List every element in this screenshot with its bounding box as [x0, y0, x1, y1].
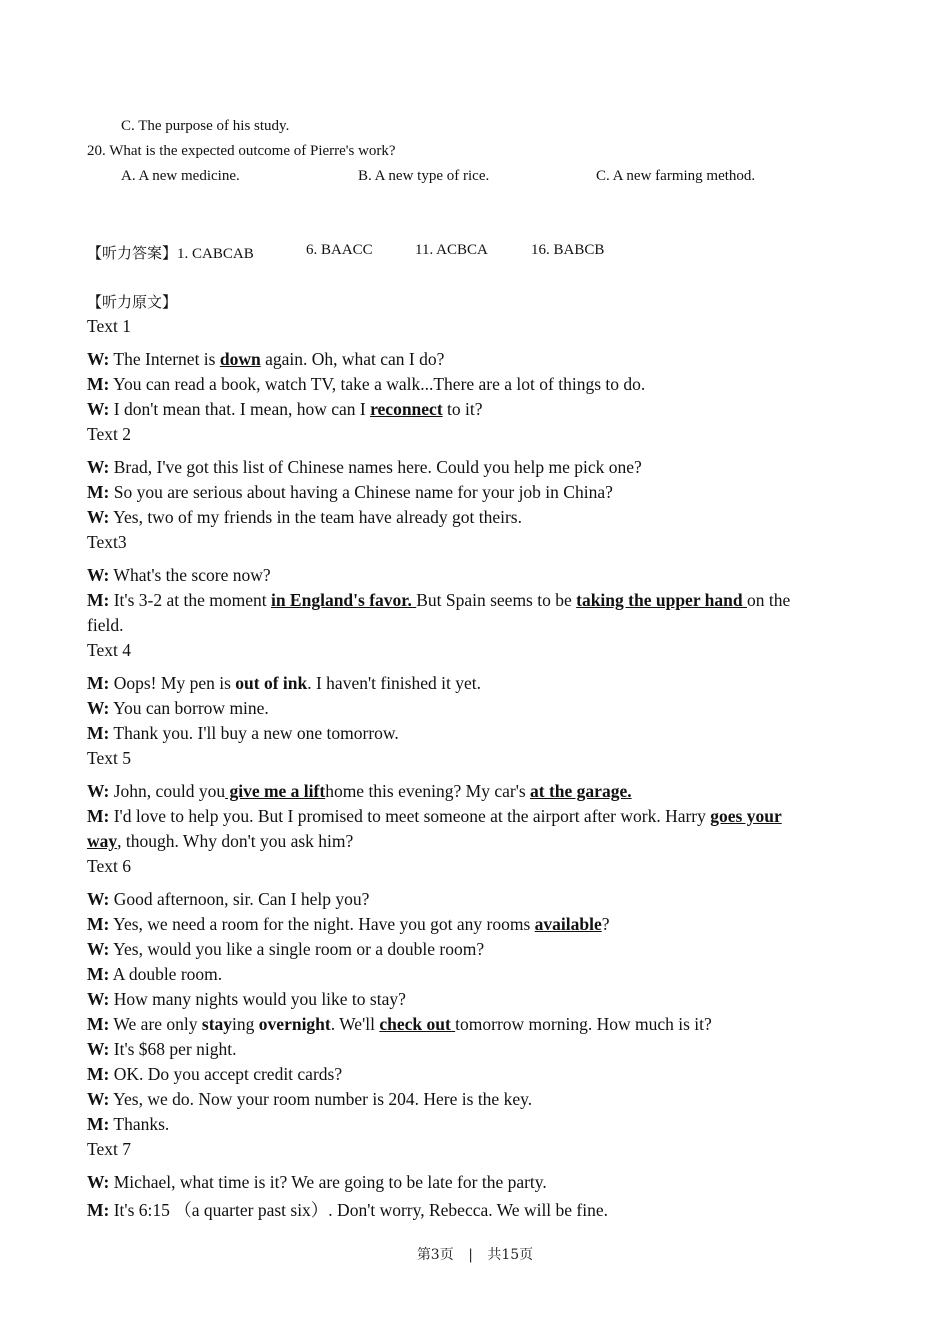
speaker-label: M:: [87, 590, 110, 610]
q20-option-b: B. A new type of rice.: [358, 168, 490, 184]
dialogue-line: [87, 1114, 169, 1135]
key-phrase: way: [87, 831, 118, 851]
line-text: It's 6:15 （a quarter past six）. Don't worry, Rebecca. We will be fine.: [109, 1200, 609, 1220]
answer-group: 6. BAACC: [306, 242, 373, 258]
line-text: ?: [601, 914, 610, 934]
line-text: Yes, would you like a single room or a double room?: [109, 939, 485, 959]
speaker-label: W:: [87, 698, 110, 718]
speaker-label: W:: [87, 565, 110, 585]
dialogue-line: [87, 939, 484, 960]
speaker-label: M:: [87, 723, 110, 743]
line-text: Brad, I've got this list of Chinese names here. Could you help me pick one?: [109, 457, 642, 477]
q20-option-c: C. A new farming method.: [596, 168, 756, 184]
line-text: I don't mean that. I mean, how can I: [109, 399, 371, 419]
speaker-label: M:: [87, 1064, 110, 1084]
dialogue-line: [87, 781, 632, 802]
line-text: What's the score now?: [109, 565, 271, 585]
dialogue-line: [87, 399, 483, 420]
speaker-label: W:: [87, 399, 110, 419]
q19-option-c: C. The purpose of his study.: [121, 118, 290, 134]
dialogue-line: [87, 349, 444, 370]
dialogue-line: [87, 482, 613, 503]
dialogue-line: [87, 457, 642, 478]
speaker-label: M:: [87, 482, 110, 502]
line-text: Good afternoon, sir. Can I help you?: [109, 889, 370, 909]
text-title: Text 5: [87, 748, 131, 768]
speaker-label: M:: [87, 374, 110, 394]
dialogue-line: [87, 507, 522, 528]
text-title: Text 4: [87, 640, 131, 660]
key-phrase: out of ink: [235, 673, 308, 693]
line-text: Oops! My pen is: [109, 673, 236, 693]
dialogue-line: [87, 806, 782, 827]
line-text: John, could you: [109, 781, 226, 801]
text-title: Text3: [87, 532, 127, 552]
line-text: You can borrow mine.: [109, 698, 269, 718]
dialogue-line: [87, 964, 222, 985]
speaker-label: W:: [87, 1039, 110, 1059]
line-text: tomorrow morning. How much is it?: [455, 1014, 712, 1034]
line-text: on the: [746, 590, 791, 610]
line-text: ing: [232, 1014, 259, 1034]
line-text: The Internet is: [109, 349, 220, 369]
speaker-label: W:: [87, 781, 110, 801]
dialogue-line: [87, 1064, 342, 1085]
dialogue-line: [87, 989, 406, 1010]
dialogue-line: [87, 673, 481, 694]
dialogue-line: [87, 565, 271, 586]
line-text: A double room.: [109, 964, 223, 984]
key-phrase: down: [219, 349, 261, 369]
speaker-label: M:: [87, 1200, 110, 1220]
speaker-label: W:: [87, 349, 110, 369]
key-phrase: taking the upper hand: [576, 590, 747, 610]
dialogue-line: [87, 1172, 547, 1193]
line-text: field.: [87, 615, 124, 635]
speaker-label: W:: [87, 989, 110, 1009]
dialogue-line: [87, 914, 610, 935]
speaker-label: M:: [87, 806, 110, 826]
line-text: It's 3-2 at the moment: [109, 590, 271, 610]
key-phrase: reconnect: [370, 399, 443, 419]
speaker-label: W:: [87, 939, 110, 959]
speaker-label: M:: [87, 964, 110, 984]
key-phrase: stay: [201, 1014, 233, 1034]
answer-group: 1. CABCAB: [177, 246, 254, 262]
key-phrase: overnight: [258, 1014, 331, 1034]
line-text: We are only: [109, 1014, 202, 1034]
dialogue-line: [87, 1089, 532, 1110]
line-text: Yes, we need a room for the night. Have you got any rooms: [109, 914, 535, 934]
line-text: to it?: [442, 399, 483, 419]
transcript-heading: 【听力原文】: [87, 295, 178, 311]
q20-option-a: A. A new medicine.: [121, 168, 240, 184]
speaker-label: W:: [87, 1089, 110, 1109]
answer-group: 16. BABCB: [531, 242, 605, 258]
line-text: I'd love to help you. But I promised to meet someone at the airport after work. Harry: [109, 806, 711, 826]
speaker-label: M:: [87, 1014, 110, 1034]
footer-separator: |: [468, 1247, 473, 1263]
page-total: 共15页: [487, 1247, 534, 1263]
speaker-label: M:: [87, 673, 110, 693]
page-footer: [0, 1244, 950, 1264]
speaker-label: W:: [87, 889, 110, 909]
line-text: . We'll: [330, 1014, 380, 1034]
dialogue-line-continued: [87, 831, 353, 852]
line-text: , though. Why don't you ask him?: [117, 831, 354, 851]
line-text: . I haven't finished it yet.: [307, 673, 481, 693]
dialogue-line: [87, 374, 645, 395]
dialogue-line: [87, 1039, 236, 1060]
dialogue-line: [87, 723, 399, 744]
text-title: Text 2: [87, 424, 131, 444]
dialogue-line: [87, 698, 269, 719]
key-phrase: check out: [379, 1014, 456, 1034]
dialogue-line-continued: [87, 615, 123, 636]
answers-label: 【听力答案】: [87, 246, 178, 262]
line-text: But Spain seems to be: [416, 590, 577, 610]
line-text: Yes, we do. Now your room number is 204. Here is the key.: [109, 1089, 533, 1109]
key-phrase: at the garage.: [530, 781, 632, 801]
line-text: It's $68 per night.: [109, 1039, 237, 1059]
line-text: Yes, two of my friends in the team have already got theirs.: [109, 507, 522, 527]
q20-stem: 20. What is the expected outcome of Pierre's work?: [87, 143, 396, 159]
speaker-label: W:: [87, 457, 110, 477]
line-text: OK. Do you accept credit cards?: [109, 1064, 343, 1084]
key-phrase: in England's favor.: [270, 590, 417, 610]
text-title: Text 6: [87, 856, 131, 876]
speaker-label: M:: [87, 914, 110, 934]
page-number: 第3页: [416, 1247, 454, 1263]
key-phrase: give me a lift: [225, 781, 326, 801]
dialogue-line: [87, 889, 369, 910]
answer-group: 11. ACBCA: [415, 242, 488, 258]
speaker-label: M:: [87, 1114, 110, 1134]
speaker-label: W:: [87, 507, 110, 527]
line-text: You can read a book, watch TV, take a walk...There are a lot of things to do.: [109, 374, 646, 394]
speaker-label: W:: [87, 1172, 110, 1192]
key-phrase: goes your: [710, 806, 782, 826]
dialogue-line: [87, 1197, 608, 1222]
line-text: again. Oh, what can I do?: [260, 349, 445, 369]
text-title: Text 1: [87, 316, 131, 336]
dialogue-line: [87, 1014, 712, 1035]
line-text: How many nights would you like to stay?: [109, 989, 406, 1009]
line-text: Thanks.: [109, 1114, 170, 1134]
line-text: home this evening? My car's: [325, 781, 531, 801]
dialogue-line: [87, 590, 790, 611]
line-text: Thank you. I'll buy a new one tomorrow.: [109, 723, 399, 743]
text-title: Text 7: [87, 1139, 131, 1159]
line-text: Michael, what time is it? We are going to be late for the party.: [109, 1172, 547, 1192]
answers-row: [87, 242, 254, 263]
line-text: So you are serious about having a Chinese name for your job in China?: [109, 482, 613, 502]
key-phrase: available: [534, 914, 602, 934]
